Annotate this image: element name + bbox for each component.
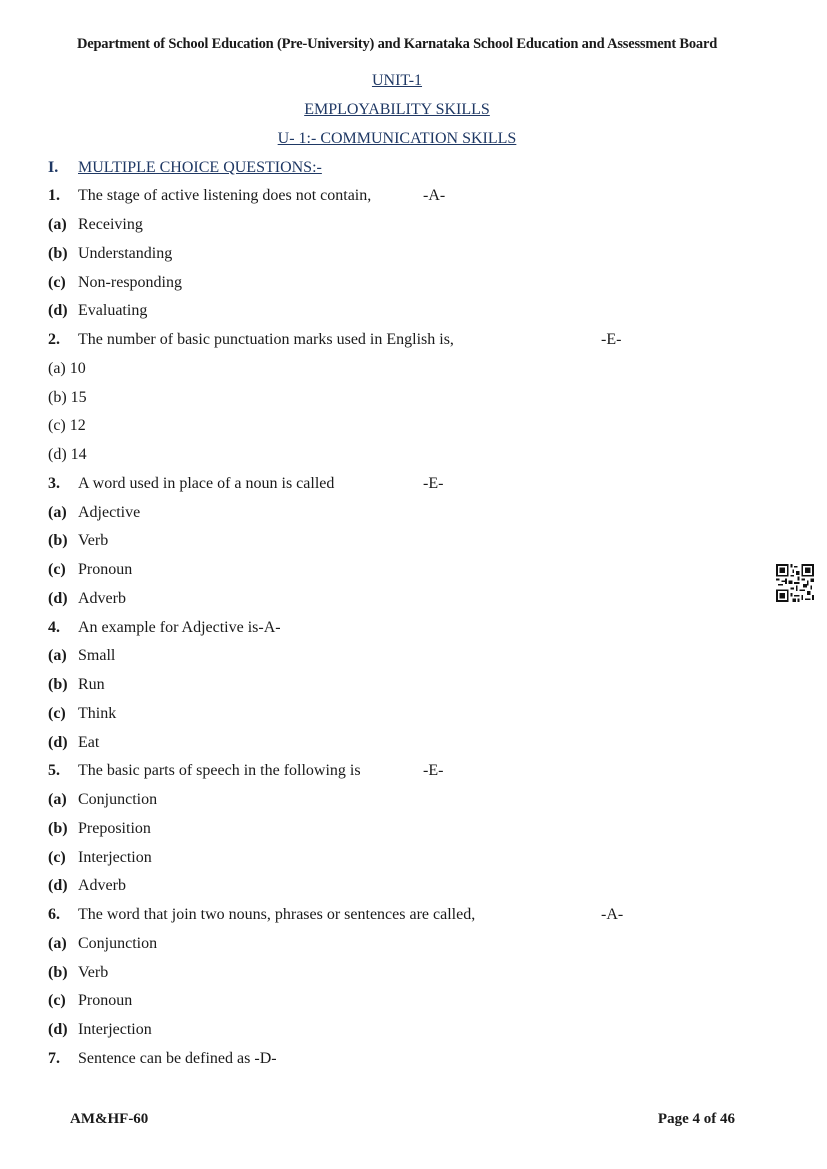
option-label: (c) (48, 849, 66, 866)
option-text: (c) 12 (48, 417, 86, 434)
question-number: 7. (48, 1050, 60, 1067)
page-header: Department of School Education (Pre-University) and Karnataka School Education and Assessment Board (76, 36, 718, 52)
footer-code: AM&HF-60 (70, 1111, 149, 1127)
option-text: (a) 10 (48, 360, 86, 377)
question-number: 5. (48, 762, 60, 779)
option-text: Evaluating (78, 302, 148, 319)
option-label: (d) (48, 877, 68, 894)
option-text: Interjection (78, 1021, 152, 1038)
section-number: I. (48, 159, 59, 176)
option-label: (d) (48, 590, 68, 607)
option-label: (b) (48, 676, 68, 693)
option-label: (c) (48, 561, 66, 578)
question-text: The number of basic punctuation marks used in English is, (78, 331, 454, 348)
question-text: The word that join two nouns, phrases or sentences are called, (78, 906, 476, 923)
option-text: Eat (78, 734, 100, 751)
question-number: 4. (48, 619, 60, 636)
option-label: (b) (48, 820, 68, 837)
page-number: Page 4 of 46 (657, 1111, 735, 1127)
option-label: (d) (48, 734, 68, 751)
option-label: (c) (48, 992, 66, 1009)
option-text: Understanding (78, 245, 173, 262)
section-label: MULTIPLE CHOICE QUESTIONS:- (78, 159, 322, 176)
question-number: 3. (48, 475, 60, 492)
answer-key: -A- (423, 187, 446, 204)
option-text: Verb (78, 532, 109, 549)
option-label: (c) (48, 705, 66, 722)
chapter-title: U- 1:- COMMUNICATION SKILLS (277, 130, 517, 147)
option-text: Conjunction (78, 791, 158, 808)
answer-key: -A- (601, 906, 624, 923)
option-text: Think (78, 705, 117, 722)
option-text: Verb (78, 964, 109, 981)
option-text: Pronoun (78, 561, 133, 578)
question-number: 1. (48, 187, 60, 204)
question-number: 6. (48, 906, 60, 923)
answer-key: -E- (601, 331, 622, 348)
qr-code-icon[interactable] (776, 564, 814, 602)
option-text: Adjective (78, 504, 141, 521)
answer-key: -E- (423, 475, 444, 492)
option-text: Pronoun (78, 992, 133, 1009)
unit-title: UNIT-1 (371, 72, 423, 89)
option-label: (b) (48, 964, 68, 981)
question-text: A word used in place of a noun is called (78, 475, 335, 492)
option-text: Preposition (78, 820, 151, 837)
option-text: Conjunction (78, 935, 158, 952)
option-label: (a) (48, 647, 67, 664)
option-text: (d) 14 (48, 446, 87, 463)
question-text: Sentence can be defined as -D- (78, 1050, 277, 1067)
option-text: Run (78, 676, 105, 693)
option-label: (a) (48, 504, 67, 521)
answer-key: -E- (423, 762, 444, 779)
question-text: The stage of active listening does not contain, (78, 187, 372, 204)
subject-title: EMPLOYABILITY SKILLS (304, 101, 490, 118)
question-number: 2. (48, 331, 60, 348)
option-text: (b) 15 (48, 389, 87, 406)
option-label: (d) (48, 1021, 68, 1038)
option-label: (b) (48, 532, 68, 549)
option-label: (a) (48, 791, 67, 808)
option-label: (b) (48, 245, 68, 262)
option-label: (d) (48, 302, 68, 319)
option-text: Small (78, 647, 116, 664)
option-text: Non-responding (78, 274, 182, 291)
option-text: Interjection (78, 849, 152, 866)
option-label: (a) (48, 216, 67, 233)
question-text: An example for Adjective is-A- (78, 619, 281, 636)
option-label: (c) (48, 274, 66, 291)
option-label: (a) (48, 935, 67, 952)
option-text: Receiving (78, 216, 143, 233)
option-text: Adverb (78, 590, 126, 607)
option-text: Adverb (78, 877, 126, 894)
question-text: The basic parts of speech in the following is (78, 762, 361, 779)
